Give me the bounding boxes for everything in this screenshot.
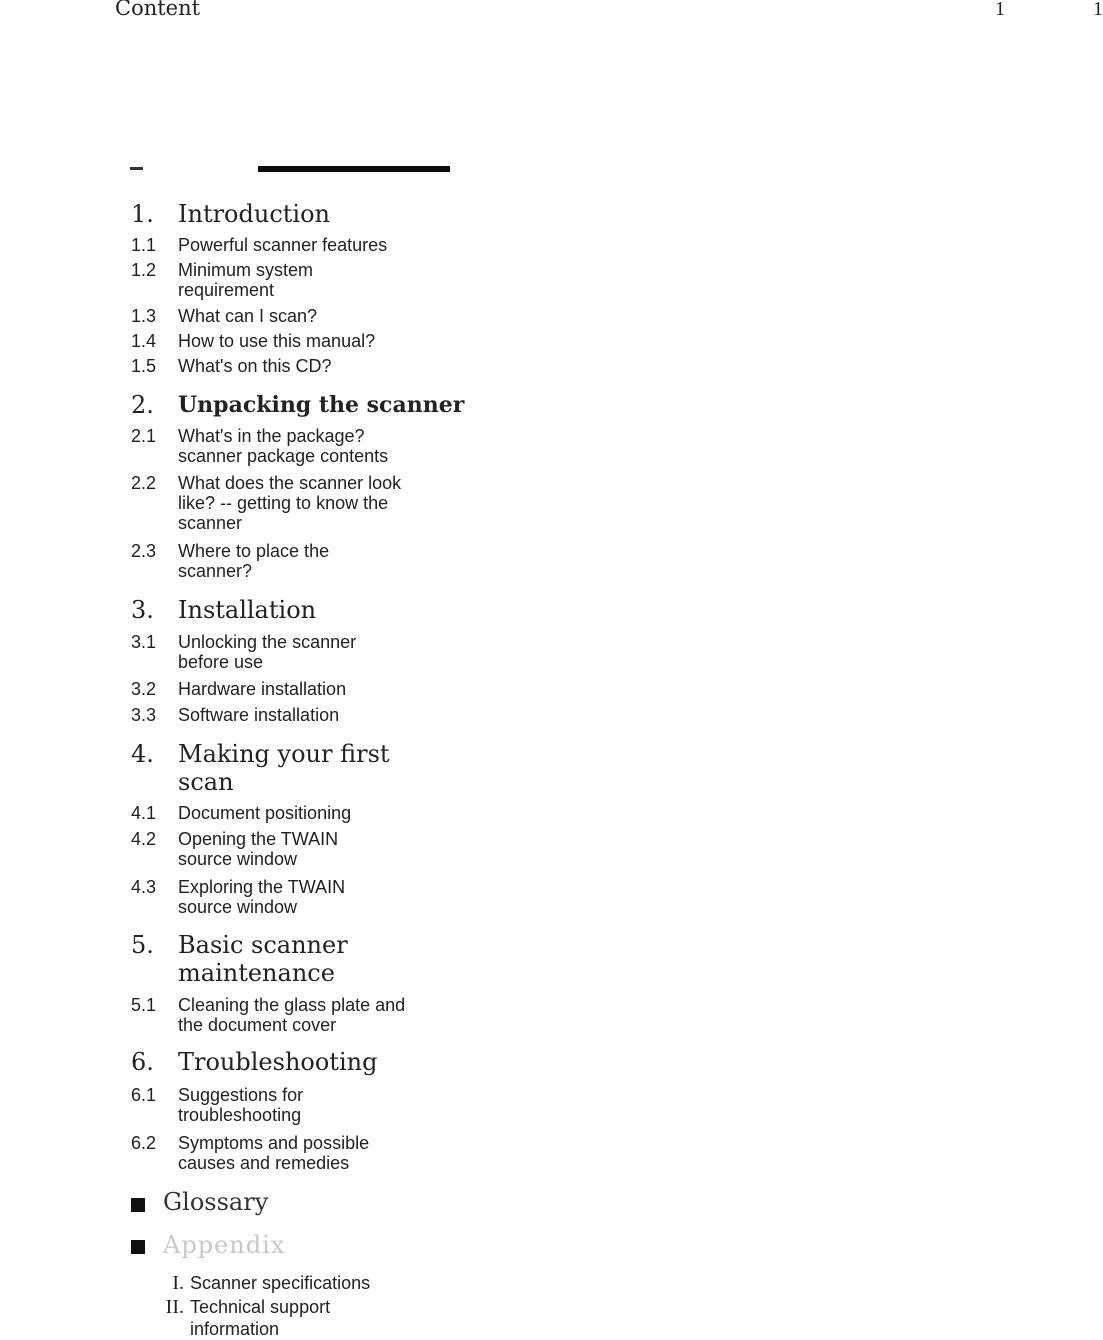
page-mark-left: 1 bbox=[995, 0, 1005, 20]
toc-item-text: What can I scan? bbox=[178, 306, 318, 326]
appendix-item-text: Scanner specifications bbox=[190, 1273, 371, 1293]
toc-item-text: Document positioning bbox=[178, 803, 352, 823]
toc-item-text: What's in the package? scanner package contents bbox=[178, 426, 389, 466]
toc-item-number: 1.3 bbox=[131, 306, 157, 326]
section-title: Installation bbox=[178, 596, 317, 624]
page-header-title: Content bbox=[115, 0, 201, 20]
toc-item-number: 3.3 bbox=[131, 705, 157, 725]
toc-item-text: Hardware installation bbox=[178, 679, 347, 699]
toc-item-number: 1.4 bbox=[131, 331, 157, 351]
section-title: Basic scanner maintenance bbox=[178, 931, 348, 987]
heading-rule bbox=[258, 166, 450, 172]
appendix-item-number: I. bbox=[172, 1272, 184, 1294]
toc-item-text: Opening the TWAIN source window bbox=[178, 829, 339, 869]
toc-item-text: Unlocking the scanner before use bbox=[178, 632, 357, 672]
toc-item-number: 1.1 bbox=[131, 235, 157, 255]
toc-item-number: 6.1 bbox=[131, 1085, 157, 1105]
heading-rule-dash bbox=[130, 167, 143, 170]
toc-item-number: 5.1 bbox=[131, 995, 157, 1015]
toc-item-text: How to use this manual? bbox=[178, 331, 376, 351]
toc-item-text: Software installation bbox=[178, 705, 340, 725]
toc-item-number: 1.2 bbox=[131, 260, 157, 280]
toc-item-number: 3.2 bbox=[131, 679, 157, 699]
section-title: Making your first scan bbox=[178, 740, 390, 796]
section-title: Introduction bbox=[178, 200, 330, 228]
toc-item-number: 2.2 bbox=[131, 473, 157, 493]
appendix-item-number: II. bbox=[165, 1296, 184, 1318]
page-mark-right: 1 bbox=[1093, 0, 1103, 20]
toc-item-number: 1.5 bbox=[131, 356, 157, 376]
bullet-square-icon bbox=[131, 1240, 145, 1254]
toc-item-number: 2.1 bbox=[131, 426, 157, 446]
glossary-heading: Glossary bbox=[163, 1188, 269, 1216]
section-title: Troubleshooting bbox=[178, 1048, 378, 1076]
section-number: 5. bbox=[131, 931, 154, 959]
section-number: 6. bbox=[131, 1048, 154, 1076]
toc-item-text: Where to place the scanner? bbox=[178, 541, 330, 581]
toc-item-text: Minimum system requirement bbox=[178, 260, 314, 300]
section-title: Unpacking the scanner bbox=[178, 392, 465, 418]
toc-item-number: 4.2 bbox=[131, 829, 157, 849]
toc-item-number: 2.3 bbox=[131, 541, 157, 561]
section-number: 2. bbox=[131, 391, 154, 419]
section-number: 3. bbox=[131, 596, 154, 624]
section-number: 4. bbox=[131, 740, 154, 768]
toc-item-text: Symptoms and possible causes and remedies bbox=[178, 1133, 370, 1173]
toc-item-number: 6.2 bbox=[131, 1133, 157, 1153]
toc-item-text: Cleaning the glass plate and the document cover bbox=[178, 995, 406, 1035]
toc-item-text: Exploring the TWAIN source window bbox=[178, 877, 346, 917]
bullet-square-icon bbox=[131, 1198, 145, 1212]
appendix-heading: Appendix bbox=[163, 1231, 286, 1259]
toc-item-text: What does the scanner look like? -- getting to know the scanner bbox=[178, 473, 402, 533]
toc-item-number: 3.1 bbox=[131, 632, 157, 652]
toc-item-text: What's on this CD? bbox=[178, 356, 332, 376]
appendix-item-text: Technical support information bbox=[190, 1297, 331, 1339]
toc-item-number: 4.3 bbox=[131, 877, 157, 897]
section-number: 1. bbox=[131, 200, 154, 228]
toc-item-text: Powerful scanner features bbox=[178, 235, 388, 255]
toc-item-number: 4.1 bbox=[131, 803, 157, 823]
toc-item-text: Suggestions for troubleshooting bbox=[178, 1085, 304, 1125]
